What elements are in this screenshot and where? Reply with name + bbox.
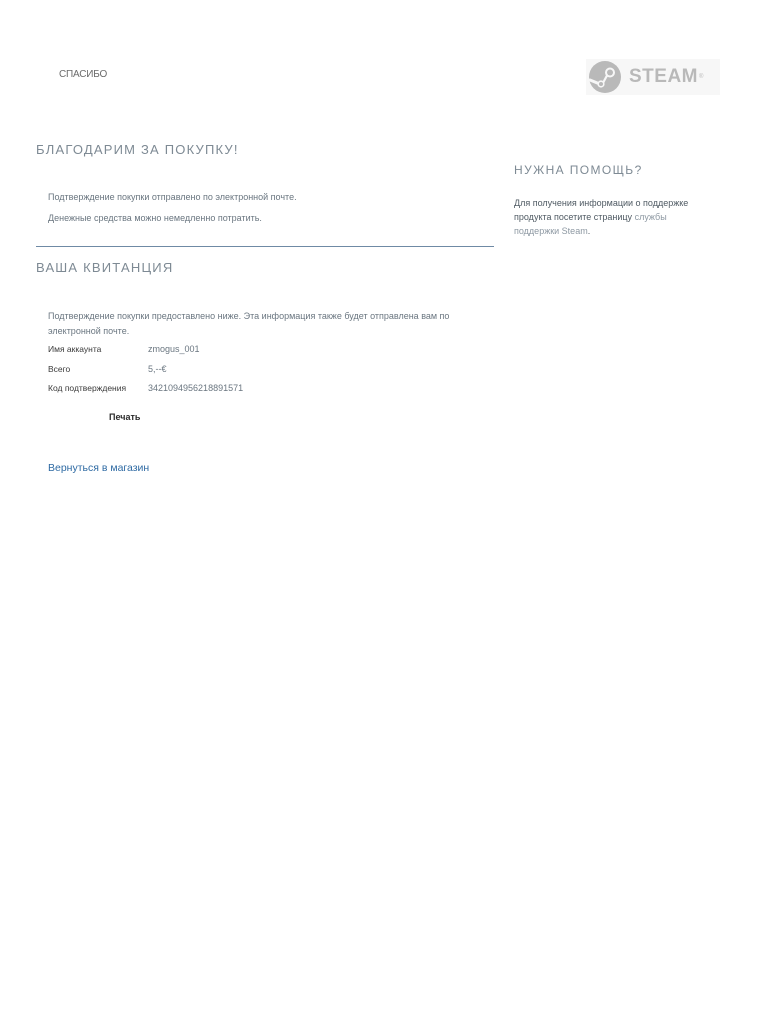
funds-available-text: Денежные средства можно немедленно потратить.: [48, 213, 262, 223]
print-button[interactable]: Печать: [109, 412, 141, 422]
confirmation-code-value: 3421094956218891571: [148, 383, 244, 393]
steam-support-link[interactable]: службы поддержки Steam: [514, 212, 667, 236]
logo-wordmark: STEAM: [629, 66, 698, 87]
steam-logo[interactable]: [586, 59, 720, 95]
help-heading: НУЖНА ПОМОЩЬ?: [514, 163, 643, 177]
help-text-before: Для получения информации о поддержке продукта посетите страницу: [514, 198, 689, 222]
account-name-value: zmogus_001: [148, 344, 200, 354]
total-value: 5,--€: [148, 364, 167, 374]
steam-logo-icon: [588, 60, 622, 94]
receipt-heading: ВАША КВИТАНЦИЯ: [36, 260, 174, 275]
section-divider: [36, 246, 494, 247]
page-title: СПАСИБО: [59, 69, 108, 80]
help-text: [514, 196, 714, 238]
back-to-store-link[interactable]: Вернуться в магазин: [48, 462, 150, 474]
receipt-intro-text: Подтверждение покупки предоставлено ниже. Эта информация также будет отправлена вам по электронной почте.: [48, 311, 450, 336]
help-text-after: .: [587, 226, 591, 236]
confirmation-code-label: Код подтверждения: [48, 383, 127, 393]
account-name-label: Имя аккаунта: [48, 344, 102, 354]
thanks-heading: БЛАГОДАРИМ ЗА ПОКУПКУ!: [36, 142, 239, 157]
logo-registered-mark: ®: [699, 74, 704, 80]
total-label: Всего: [48, 364, 71, 374]
confirmation-sent-text: Подтверждение покупки отправлено по электронной почте.: [48, 192, 297, 202]
